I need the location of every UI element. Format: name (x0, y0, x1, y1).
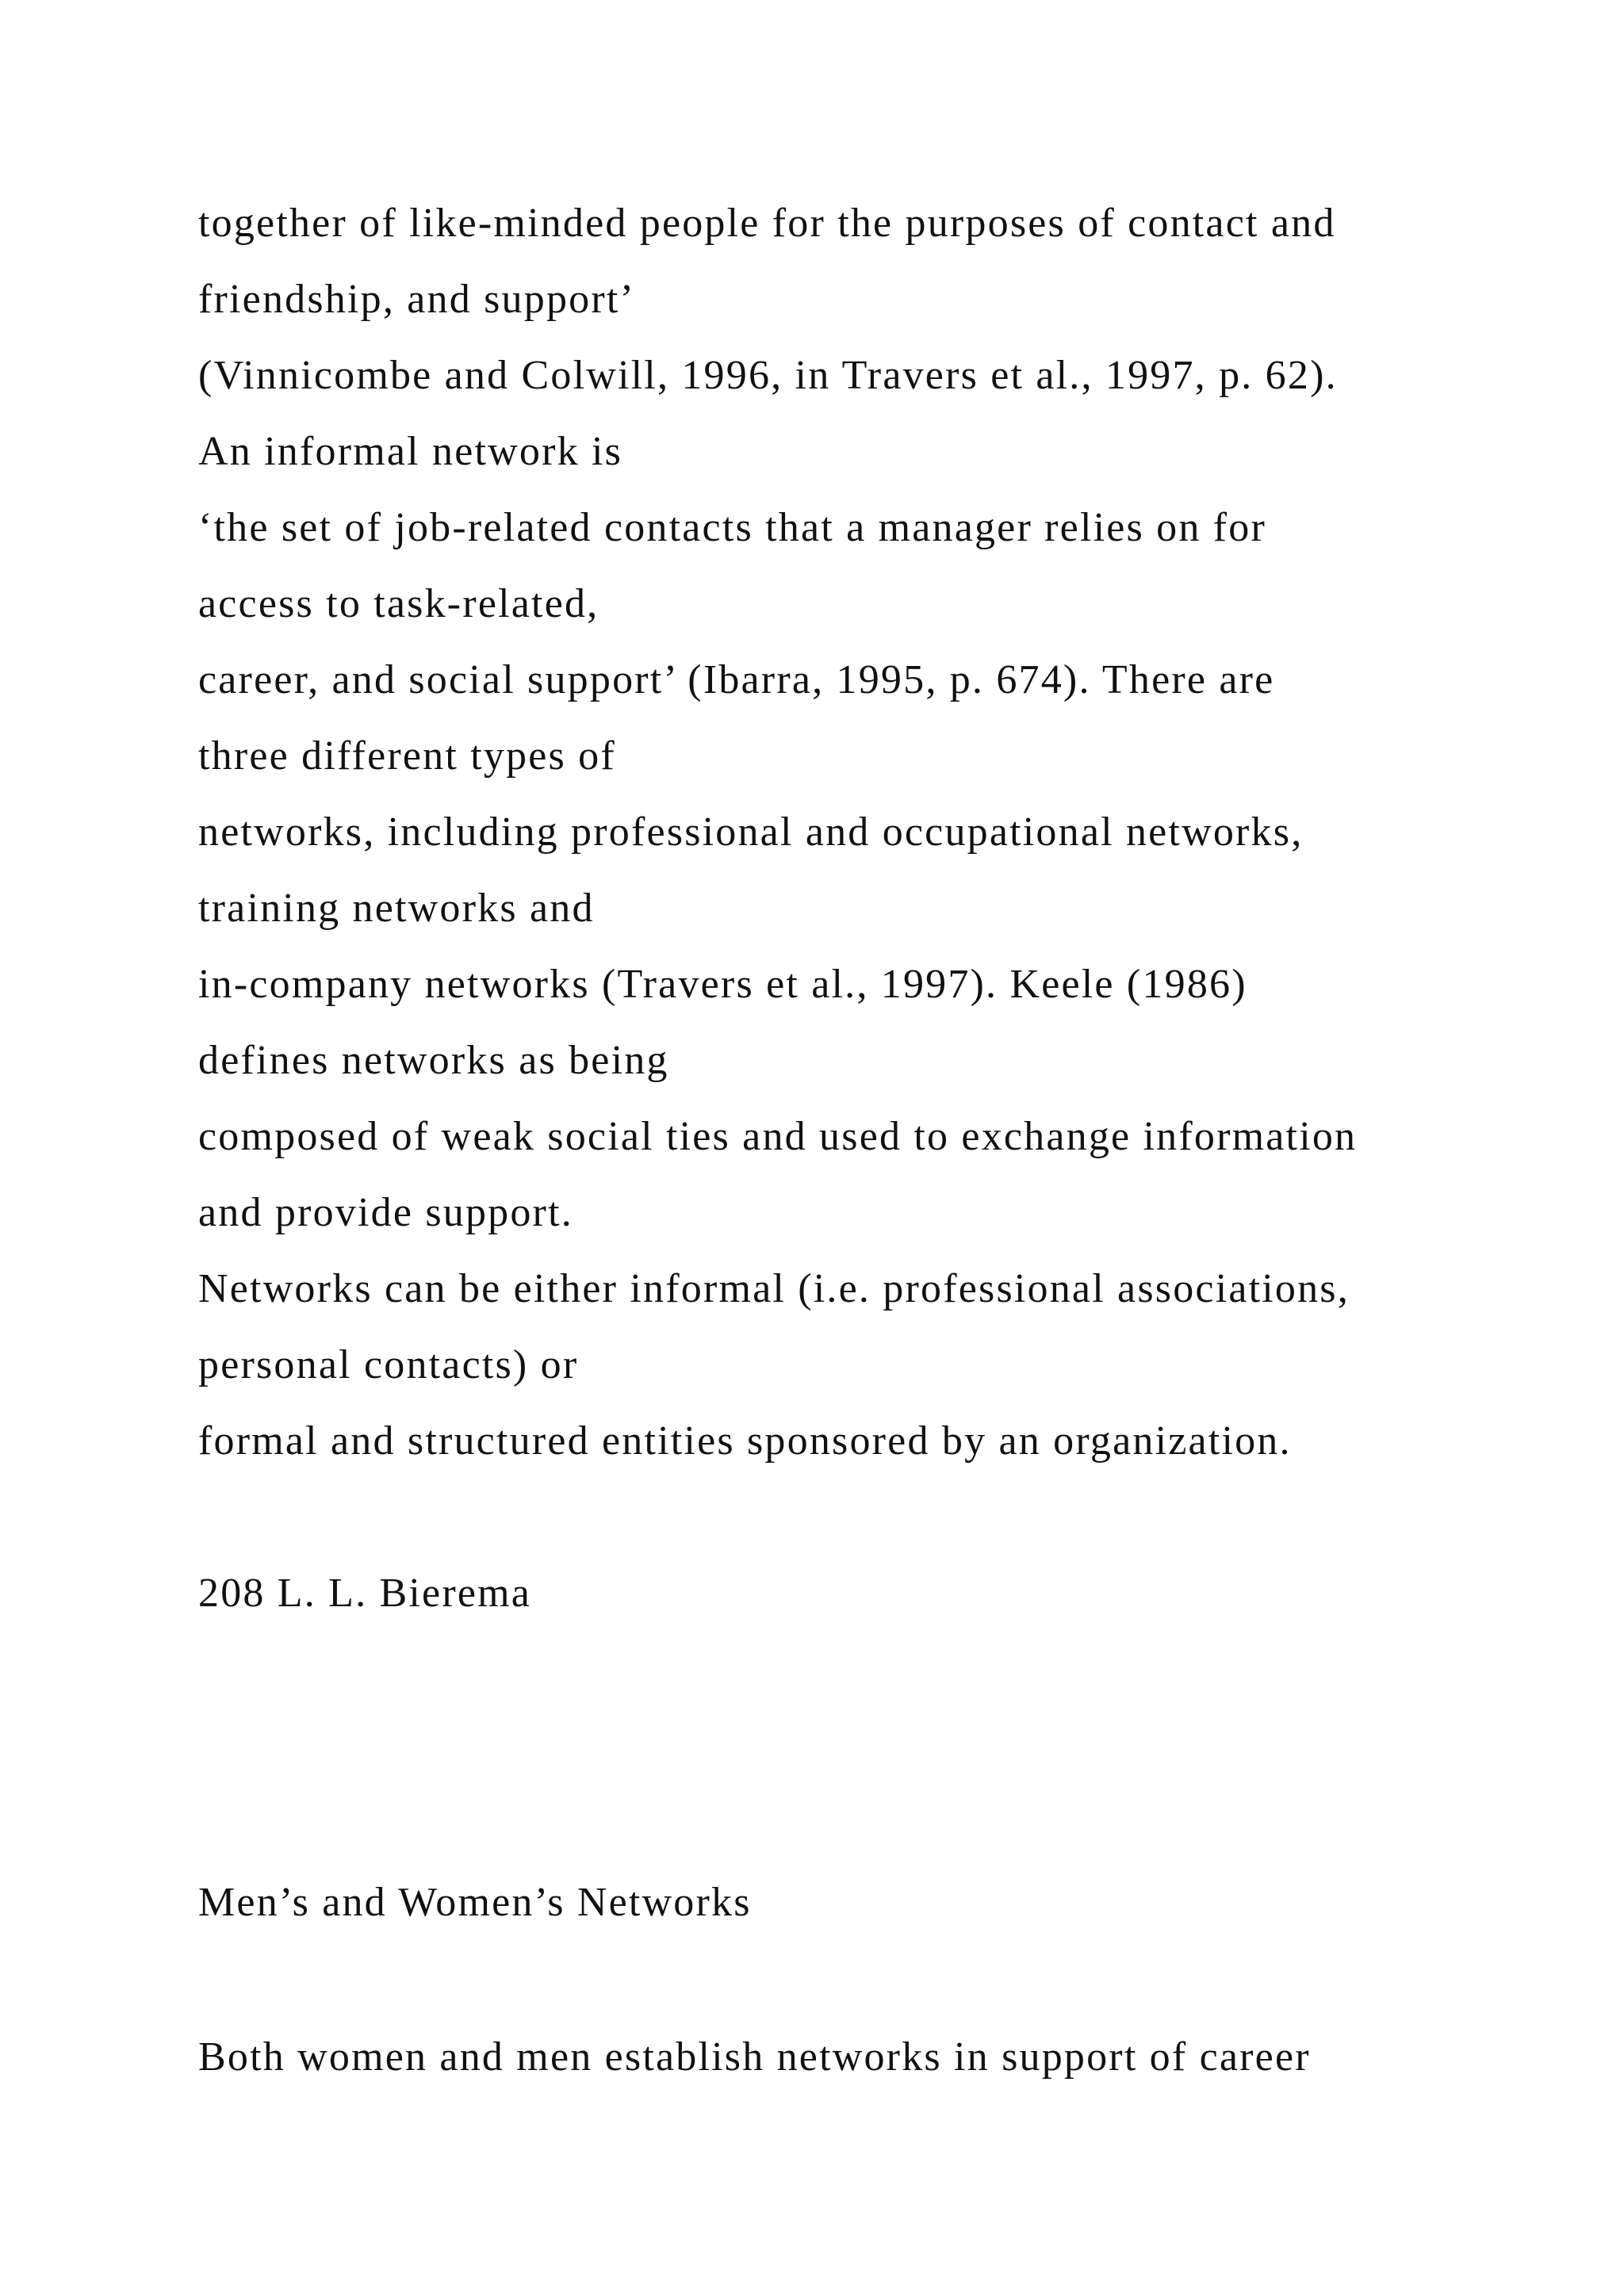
text-line: (Vinnicombe and Colwill, 1996, in Travers et al., 1997, p. 62). (198, 353, 1338, 398)
text-line: networks, including professional and occupational networks, (198, 809, 1304, 855)
text-line: Both women and men establish networks in support of career (198, 2034, 1311, 2080)
text-line: training networks and (198, 886, 595, 931)
text-line: career, and social support’ (Ibarra, 1995, p. 674). There are (198, 657, 1275, 702)
text-line: An informal network is (198, 429, 623, 474)
text-line: composed of weak social ties and used to exchange information (198, 1114, 1358, 1159)
page-footer: 208 L. L. Bierema (198, 1571, 532, 1616)
text-line: formal and structured entities sponsored by an organization. (198, 1418, 1292, 1464)
text-line: together of like-minded people for the purposes of contact and (198, 201, 1336, 246)
text-line: personal contacts) or (198, 1342, 579, 1387)
text-line: ‘the set of job-related contacts that a manager relies on for (198, 505, 1267, 550)
text-line: in-company networks (Travers et al., 1997). Keele (1986) (198, 962, 1247, 1007)
text-line: and provide support. (198, 1190, 573, 1235)
text-line: access to task-related, (198, 581, 599, 626)
text-line: friendship, and support’ (198, 277, 636, 322)
text-line: defines networks as being (198, 1038, 669, 1083)
text-line: three different types of (198, 733, 616, 779)
text-line: Networks can be either informal (i.e. professional associations, (198, 1266, 1350, 1311)
section-heading: Men’s and Women’s Networks (198, 1880, 752, 1925)
